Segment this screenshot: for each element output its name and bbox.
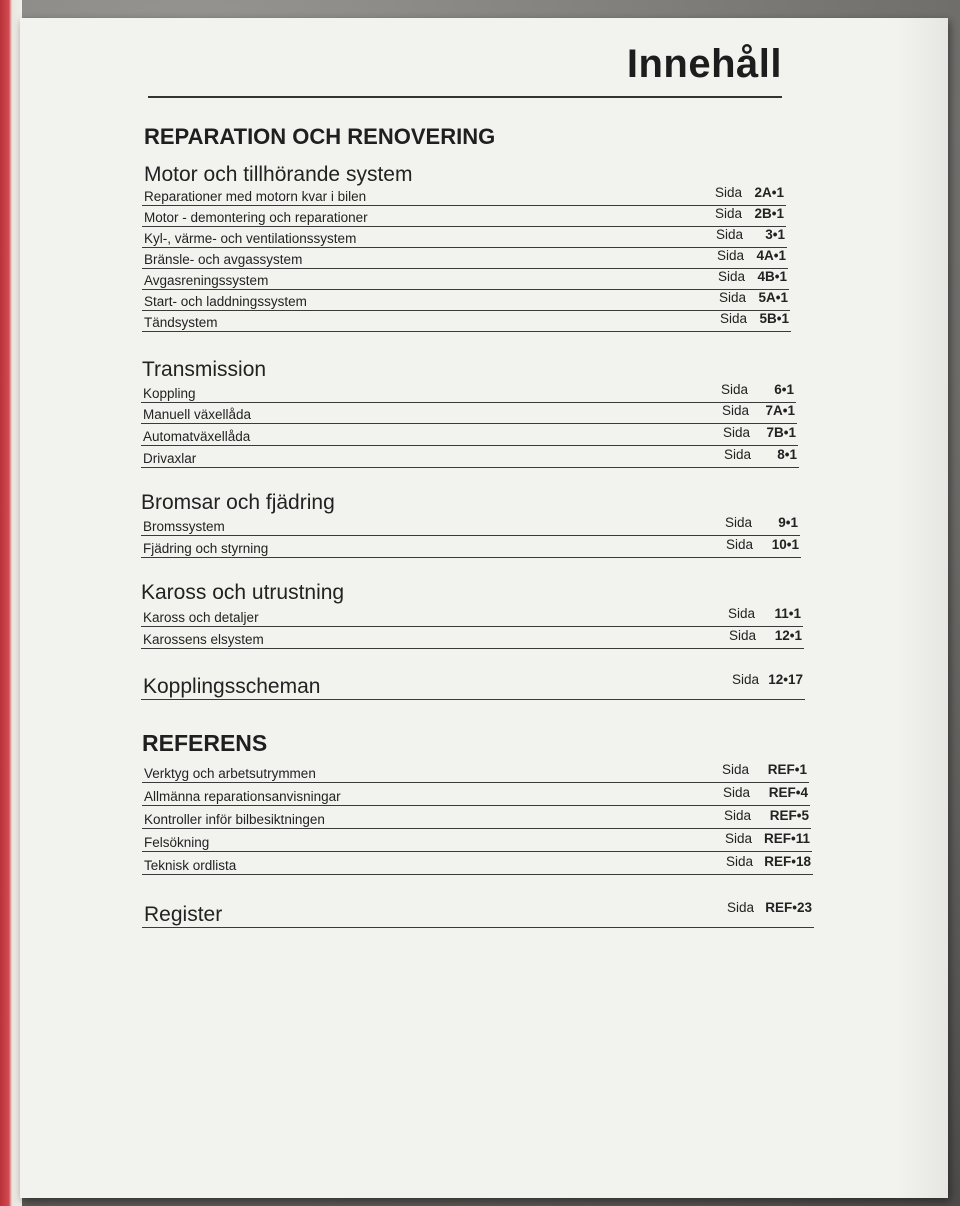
sida-label: Sida (715, 227, 743, 242)
toc-label: Teknisk ordlista (144, 858, 237, 873)
toc-label: Kopplingsscheman (143, 675, 321, 698)
toc-label: Avgasreningssystem (144, 273, 269, 288)
toc-label: Allmänna reparationsanvisningar (144, 789, 341, 804)
toc-label: Register (144, 903, 223, 926)
toc-label: Tändsystem (144, 315, 218, 330)
toc-row[interactable] (141, 535, 801, 558)
toc-label: Manuell växellåda (143, 407, 252, 422)
toc-row[interactable] (141, 423, 798, 446)
sida-label: Sida (724, 515, 752, 530)
sida-label: Sida (723, 808, 751, 823)
toc-label: Start- och laddningssystem (144, 294, 307, 309)
page-number: 8•1 (777, 447, 797, 462)
part-heading-repair: REPARATION OCH RENOVERING (144, 124, 496, 149)
page-number: 3•1 (765, 227, 785, 242)
sida-label: Sida (728, 628, 756, 643)
sida-label: Sida (724, 831, 752, 846)
page-number: 7B•1 (766, 425, 796, 440)
page-number: REF•1 (767, 762, 807, 777)
toc-row[interactable] (142, 309, 791, 332)
sida-label: Sida (722, 785, 750, 800)
toc-row[interactable] (141, 445, 799, 468)
page-number: 12•17 (768, 672, 803, 687)
toc-label: Verktyg och arbetsutrymmen (144, 766, 316, 781)
page-number: 9•1 (778, 515, 798, 530)
sida-label: Sida (725, 854, 753, 869)
sida-label: Sida (716, 248, 744, 263)
toc-row[interactable] (141, 513, 800, 536)
toc-row[interactable] (142, 225, 787, 248)
sida-label: Sida (731, 672, 759, 687)
sida-label: Sida (727, 606, 755, 621)
sida-label: Sida (726, 900, 754, 915)
sida-label: Sida (721, 762, 749, 777)
toc-label: Drivaxlar (143, 451, 197, 466)
toc-row[interactable] (142, 246, 788, 269)
sida-label: Sida (721, 403, 749, 418)
page-number: REF•23 (765, 900, 812, 915)
toc-row[interactable] (142, 806, 811, 829)
toc-label: Karossens elsystem (143, 632, 264, 647)
page-number: 4A•1 (756, 248, 786, 263)
toc-label: Reparationer med motorn kvar i bilen (144, 189, 367, 204)
page-number: REF•5 (769, 808, 809, 823)
sida-label: Sida (714, 185, 742, 200)
toc-row[interactable] (142, 760, 809, 783)
sida-label: Sida (720, 382, 748, 397)
toc-row[interactable] (141, 380, 796, 403)
sida-label: Sida (723, 447, 751, 462)
title-rule (148, 96, 782, 98)
page-number: 5B•1 (759, 311, 789, 326)
toc-label: Koppling (143, 386, 196, 401)
toc-row[interactable] (142, 183, 786, 206)
toc-row[interactable] (142, 288, 790, 311)
page-number: REF•11 (764, 831, 810, 846)
section-heading-brakes: Bromsar och fjädring (141, 491, 335, 514)
page-number: 10•1 (771, 537, 799, 552)
book-cover-edge (0, 0, 22, 1206)
page-number: REF•4 (768, 785, 808, 800)
section-heading-engine: Motor och tillhörande system (144, 163, 413, 186)
page-number: 2A•1 (754, 185, 784, 200)
page-number: 4B•1 (757, 269, 787, 284)
page-number: 6•1 (774, 382, 794, 397)
page-number: REF•18 (764, 854, 811, 869)
sida-label: Sida (722, 425, 750, 440)
sida-label: Sida (719, 311, 747, 326)
toc-label: Kaross och detaljer (143, 610, 259, 625)
toc-row[interactable] (141, 626, 804, 649)
section-heading-transmission: Transmission (142, 358, 267, 381)
section-heading-body: Kaross och utrustning (141, 581, 345, 604)
toc-label: Bromssystem (143, 519, 225, 534)
page-number: 12•1 (774, 628, 802, 643)
toc-row-wiring[interactable] (141, 671, 805, 700)
part-heading-reference: REFERENS (142, 730, 268, 756)
sida-label: Sida (717, 269, 745, 284)
toc-label: Kontroller inför bilbesiktningen (144, 812, 325, 827)
toc-label: Automatväxellåda (143, 429, 251, 444)
toc-row-index[interactable] (142, 899, 814, 928)
toc-label: Kyl-, värme- och ventilationssystem (144, 231, 357, 246)
toc-row[interactable] (142, 852, 813, 875)
page-number: 7A•1 (765, 403, 795, 418)
toc-row[interactable] (142, 204, 786, 227)
toc-label: Fjädring och styrning (143, 541, 269, 556)
toc-row[interactable] (142, 267, 789, 290)
sida-label: Sida (725, 537, 753, 552)
toc-label: Bränsle- och avgassystem (144, 252, 303, 267)
toc-label: Felsökning (144, 835, 210, 850)
toc-row[interactable] (142, 783, 810, 806)
toc-row[interactable] (142, 829, 812, 852)
page-title: Innehåll (626, 42, 782, 86)
page-number: 5A•1 (758, 290, 788, 305)
toc-label: Motor - demontering och reparationer (144, 210, 368, 225)
toc-row[interactable] (141, 401, 797, 424)
sida-label: Sida (718, 290, 746, 305)
page-shadow (895, 18, 948, 1198)
page-number: 2B•1 (754, 206, 784, 221)
sida-label: Sida (714, 206, 742, 221)
toc-row[interactable] (141, 604, 803, 627)
page-number: 11•1 (774, 606, 801, 621)
